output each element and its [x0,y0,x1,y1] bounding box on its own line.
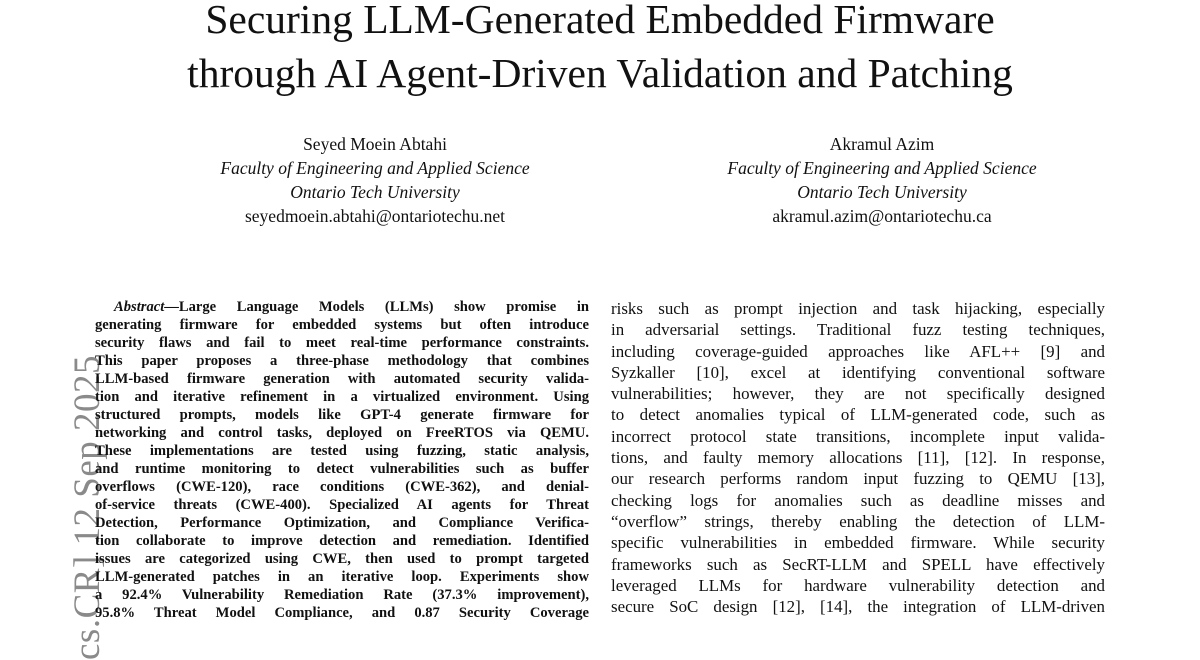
arxiv-sidebar-stamp: cs.CR] 12 Sep 2025 [67,355,108,660]
title-line: Securing LLM-Generated Embedded Firmware [205,0,995,42]
body-line: incorrect protocol state transitions, incomplete input valida- [611,426,1105,446]
body-line: specific vulnerabilities in embedded firmware. While security [611,533,1105,553]
body-line: checking logs for anomalies such as deadline misses and [611,490,1105,510]
abstract-line: security flaws and fail to meet real-time performance constraints. [95,335,589,351]
abstract-line: overflows (CWE-120), race conditions (CWE-362), and denial- [95,479,589,495]
body-line: in adversarial settings. Traditional fuzz testing techniques, [611,320,1105,340]
body-column-right [611,298,1105,617]
author-faculty: Faculty of Engineering and Applied Science [220,158,530,178]
abstract-line: LLM-based firmware generation with automated security valida- [95,371,589,387]
body-line: to detect anomalies typical of LLM-generated code, such as [611,405,1105,425]
abstract-line: 95.8% Threat Model Compliance, and 0.87 Security Coverage [95,605,589,621]
author-faculty: Faculty of Engineering and Applied Science [727,158,1037,178]
abstract-line: tion and iterative refinement in a virtualized environment. Using [95,389,589,405]
abstract-line: This paper proposes a three-phase methodology that combines [95,353,589,369]
abstract-line: generating firmware for embedded systems but often introduce [95,317,589,333]
author-university: Ontario Tech University [797,182,967,202]
abstract-line: of-service threats (CWE-400). Specialized AI agents for Threat [95,497,589,513]
author-name: Akramul Azim [829,134,935,154]
author-block [632,132,1132,228]
body-line: vulnerabilities; however, they are not specifically designed [611,384,1105,404]
abstract-line: Detection, Performance Optimization, and Compliance Verifica- [95,515,589,531]
body-line: secure SoC design [12], [14], the integration of LLM-driven [611,597,1105,617]
abstract-line: These implementations are tested using fuzzing, static analysis, [95,443,589,459]
body-line: Syzkaller [10], excel at identifying conventional software [611,362,1105,382]
author-email: seyedmoein.abtahi@ontariotechu.net [244,206,506,226]
body-line: our research performs random input fuzzing to QEMU [13], [611,469,1105,489]
abstract-line: a 92.4% Vulnerability Remediation Rate (37.3% improvement), [95,587,589,603]
author-block [175,132,575,228]
abstract-line: networking and control tasks, deployed on FreeRTOS via QEMU. [95,425,589,441]
abstract-line: and runtime monitoring to detect vulnerabilities such as buffer [95,461,589,477]
abstract-line [95,298,589,316]
author-email: akramul.azim@ontariotechu.ca [772,206,992,226]
abstract-line: structured prompts, models like GPT-4 generate firmware for [95,407,589,423]
body-line: tions, and faulty memory allocations [11], [12]. In response, [611,448,1105,468]
body-line: leveraged LLMs for hardware vulnerability detection and [611,575,1105,595]
body-line: frameworks such as SecRT-LLM and SPELL have effectively [611,554,1105,574]
abstract-line: LLM-generated patches in an iterative loop. Experiments show [95,569,589,585]
abstract-line: tion collaborate to improve detection and remediation. Identified [95,533,589,549]
title-line: through AI Agent-Driven Validation and Patching [187,50,1013,96]
author-name: Seyed Moein Abtahi [303,134,447,154]
body-line: risks such as prompt injection and task hijacking, especially [611,299,1105,318]
paper-title [0,0,1200,100]
abstract-line: issues are categorized using CWE, then used to prompt targeted [95,551,589,567]
abstract-line-text: —Large Language Models (LLMs) show promise in [164,299,589,315]
body-line: “overflow” strings, thereby enabling the detection of LLM- [611,511,1105,531]
body-line: including coverage-guided approaches like AFL++ [9] and [611,341,1105,361]
abstract [95,298,589,622]
author-university: Ontario Tech University [290,182,460,202]
abstract-heading: Abstract [114,299,165,315]
